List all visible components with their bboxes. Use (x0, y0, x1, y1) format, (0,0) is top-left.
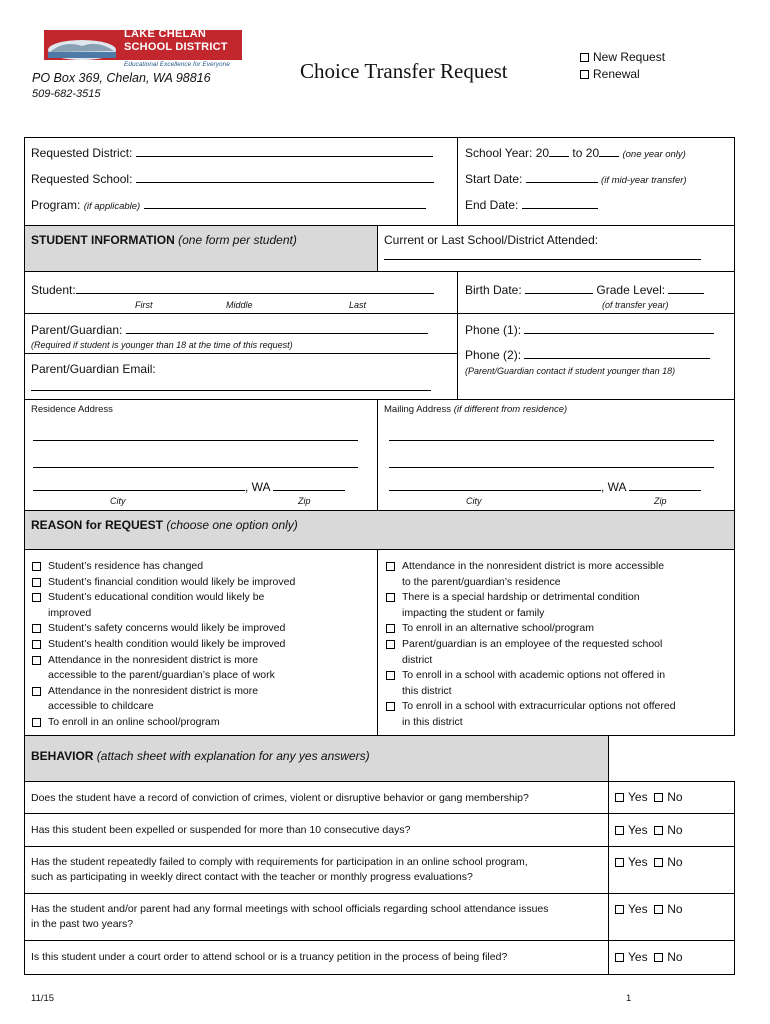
checkbox-icon (32, 640, 41, 649)
reason-heading: REASON for REQUEST (choose one option only) (31, 518, 298, 532)
last-name-label: Last (349, 300, 367, 310)
requested-school-field[interactable]: Requested School: (31, 172, 434, 186)
requested-district-field[interactable]: Requested District: (31, 146, 433, 160)
checkbox-icon (654, 953, 663, 962)
reason-option[interactable]: Student’s financial condition would likely be improved (26, 575, 376, 591)
reason-option[interactable]: To enroll in a school with extracurricular options not offered in this district (380, 699, 732, 730)
behavior-question: Does the student have a record of conviction of crimes, violent or disruptive behavior or gang membership? (31, 792, 529, 804)
residence-line1[interactable] (33, 428, 358, 446)
current-school-field[interactable]: Current or Last School/District Attended: (384, 233, 701, 263)
reason-option[interactable]: Student’s health condition would likely be improved (26, 637, 376, 653)
yes-no-choice[interactable]: Yes No (615, 950, 683, 964)
option-renewal[interactable]: Renewal (580, 67, 640, 81)
checkbox-icon (615, 826, 624, 835)
first-name-label: First (135, 300, 153, 310)
student-info-heading: STUDENT INFORMATION (one form per student) (31, 233, 297, 247)
checkbox-icon (654, 793, 663, 802)
mailing-zip-label: Zip (654, 496, 667, 506)
reason-option[interactable]: Student’s residence has changed (26, 559, 376, 575)
page-title: Choice Transfer Request (300, 59, 508, 83)
yes-no-choice[interactable]: Yes No (615, 823, 683, 837)
parent-email-field[interactable]: Parent/Guardian Email: (31, 362, 431, 394)
checkbox-icon (32, 656, 41, 665)
reason-option[interactable]: Student’s educational condition would likely be improved (26, 590, 376, 621)
district-address: PO Box 369, Chelan, WA 98816 (32, 71, 211, 85)
checkbox-icon (386, 640, 395, 649)
behavior-heading: BEHAVIOR (attach sheet with explanation for any yes answers) (31, 749, 370, 763)
checkbox-icon (615, 793, 624, 802)
end-date-field[interactable]: End Date: (465, 198, 598, 212)
logo-line1: LAKE CHELAN (124, 28, 207, 40)
yes-no-choice[interactable]: Yes No (615, 790, 683, 804)
reason-option[interactable]: Student’s safety concerns would likely be improved (26, 621, 376, 637)
residence-line2[interactable] (33, 455, 358, 473)
residence-address-label: Residence Address (31, 404, 113, 415)
checkbox-icon (32, 687, 41, 696)
checkbox-icon (386, 671, 395, 680)
mailing-address-label: Mailing Address (if different from residence) (384, 404, 568, 415)
reason-option[interactable]: To enroll in a school with academic options not offered in this district (380, 668, 732, 699)
behavior-question: Is this student under a court order to attend school or is a truancy petition in the process of being filed? (31, 951, 508, 963)
checkbox-icon (32, 718, 41, 727)
residence-zip-label: Zip (298, 496, 311, 506)
school-year-field[interactable]: School Year: 20 to 20 (one year only) (465, 146, 686, 160)
middle-name-label: Middle (226, 300, 253, 310)
checkbox-icon (654, 826, 663, 835)
checkbox-icon (580, 53, 589, 62)
program-field[interactable]: Program: (if applicable) (31, 198, 426, 212)
birth-grade-field[interactable]: Birth Date: Grade Level: (465, 283, 704, 297)
checkbox-icon (32, 578, 41, 587)
behavior-question: Has this student been expelled or suspended for more than 10 consecutive days? (31, 824, 411, 836)
checkbox-icon (615, 905, 624, 914)
mailing-line1[interactable] (389, 428, 714, 446)
yes-no-choice[interactable]: Yes No (615, 902, 683, 916)
mailing-line2[interactable] (389, 455, 714, 473)
mailing-city-zip[interactable]: , WA (389, 480, 701, 494)
reason-option[interactable]: There is a special hardship or detrimental condition impacting the student or family (380, 590, 732, 621)
yes-no-choice[interactable]: Yes No (615, 855, 683, 869)
reason-option[interactable]: Attendance in the nonresident district is more accessible to the parent/guardian’s place of work (26, 653, 376, 684)
checkbox-icon (654, 858, 663, 867)
reason-option[interactable]: To enroll in an alternative school/program (380, 621, 732, 637)
reason-list-right (380, 559, 732, 731)
checkbox-icon (580, 70, 589, 79)
phone2-field[interactable]: Phone (2): (465, 348, 710, 362)
checkbox-icon (386, 593, 395, 602)
option-new-request[interactable]: New Request (580, 50, 665, 64)
mailing-city-label: City (466, 496, 482, 506)
district-phone: 509-682-3515 (32, 88, 101, 100)
grade-note: (of transfer year) (602, 300, 669, 310)
checkbox-icon (32, 624, 41, 633)
parent-guardian-field[interactable]: Parent/Guardian: (31, 323, 428, 337)
student-name-field[interactable]: Student: (31, 283, 434, 297)
checkbox-icon (386, 562, 395, 571)
logo-line2: SCHOOL DISTRICT (124, 41, 228, 53)
checkbox-icon (654, 905, 663, 914)
reason-option[interactable]: Parent/guardian is an employee of the requested school district (380, 637, 732, 668)
checkbox-icon (32, 593, 41, 602)
form-revision: 11/15 (31, 993, 55, 1004)
checkbox-icon (615, 953, 624, 962)
checkbox-icon (386, 624, 395, 633)
logo-tagline: Educational Excellence for Everyone (124, 61, 230, 68)
reason-option[interactable]: To enroll in an online school/program (26, 715, 376, 731)
residence-city-zip[interactable]: , WA (33, 480, 345, 494)
reason-list-left (26, 559, 376, 731)
phone-note: (Parent/Guardian contact if student younger than 18) (465, 366, 676, 376)
page-number: 1 (626, 993, 632, 1004)
behavior-question: Has the student and/or parent had any formal meetings with school officials regarding school attendance issues in the past two years? (31, 903, 549, 930)
checkbox-icon (615, 858, 624, 867)
start-date-field[interactable]: Start Date: (if mid-year transfer) (465, 172, 687, 186)
checkbox-icon (32, 562, 41, 571)
phone1-field[interactable]: Phone (1): (465, 323, 714, 337)
reason-option[interactable]: Attendance in the nonresident district is more accessible to the parent/guardian’s residence (380, 559, 732, 590)
behavior-question: Has the student repeatedly failed to comply with requirements for participation in an online school program, such as participating in weekly direct contact with the teacher or monthly progress evaluations? (31, 856, 528, 883)
reason-option[interactable]: Attendance in the nonresident district is more accessible to childcare (26, 684, 376, 715)
residence-city-label: City (110, 496, 126, 506)
checkbox-icon (386, 702, 395, 711)
parent-note: (Required if student is younger than 18 at the time of this request) (31, 340, 293, 350)
